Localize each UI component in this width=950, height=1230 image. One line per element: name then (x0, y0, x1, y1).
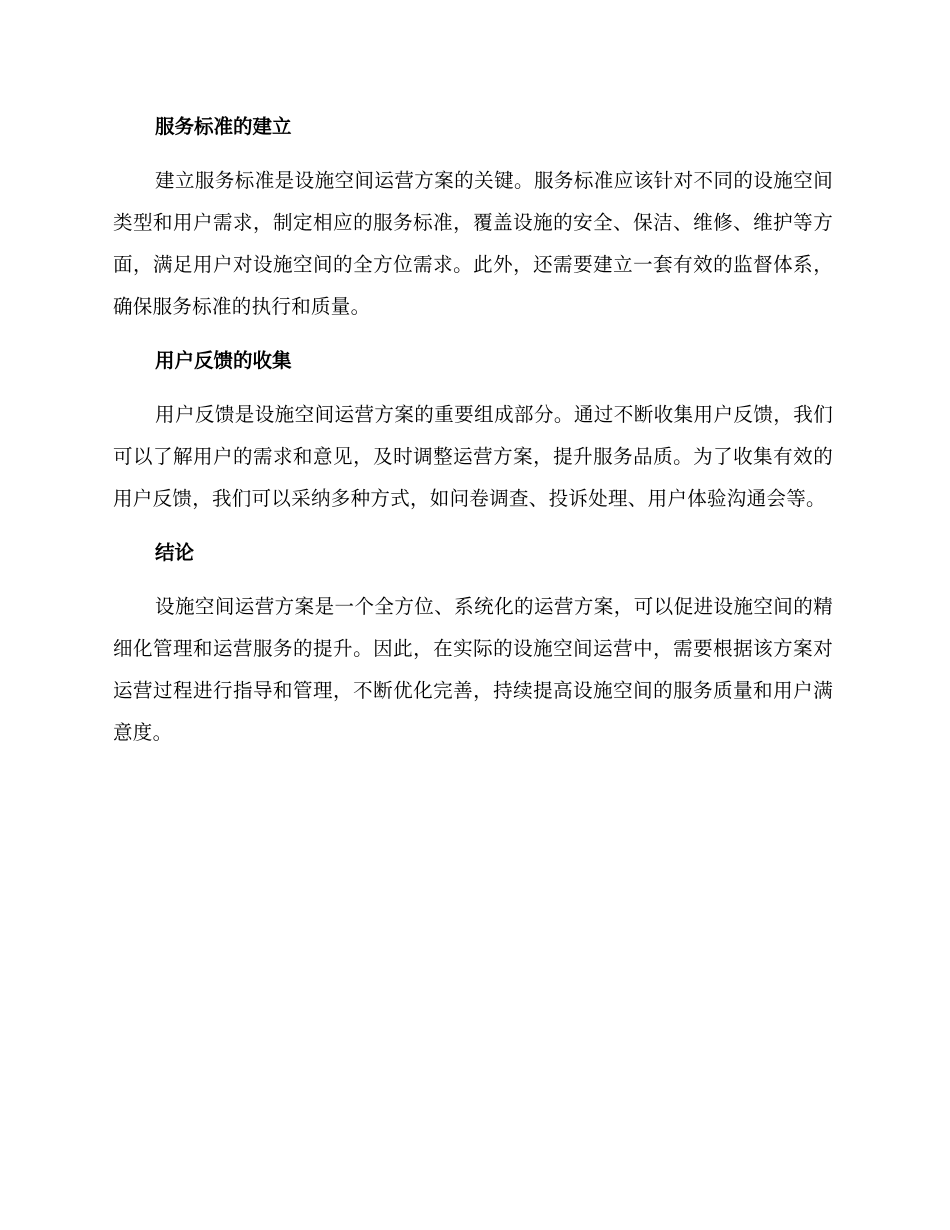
section-user-feedback (113, 340, 833, 520)
section-conclusion (113, 532, 833, 754)
section-paragraph: 设施空间运营方案是一个全方位、系统化的运营方案，可以促进设施空间的精细化管理和运营服务的提升。因此，在实际的设施空间运营中，需要根据该方案对运营过程进行指导和管理，不断优化完善，持续提高设施空间的服务质量和用户满意度。 (113, 595, 833, 744)
document-body (113, 106, 833, 766)
section-service-standards (113, 106, 833, 328)
section-heading: 服务标准的建立 (155, 115, 292, 138)
section-heading: 结论 (155, 541, 195, 564)
section-paragraph: 建立服务标准是设施空间运营方案的关键。服务标准应该针对不同的设施空间类型和用户需求，制定相应的服务标准，覆盖设施的安全、保洁、维修、维护等方面，满足用户对设施空间的全方位需求。此外，还需要建立一套有效的监督体系，确保服务标准的执行和质量。 (113, 169, 833, 318)
section-paragraph: 用户反馈是设施空间运营方案的重要组成部分。通过不断收集用户反馈，我们可以了解用户的需求和意见，及时调整运营方案，提升服务品质。为了收集有效的用户反馈，我们可以采纳多种方式，如问卷调查、投诉处理、用户体验沟通会等。 (113, 403, 833, 510)
section-heading: 用户反馈的收集 (155, 349, 292, 372)
